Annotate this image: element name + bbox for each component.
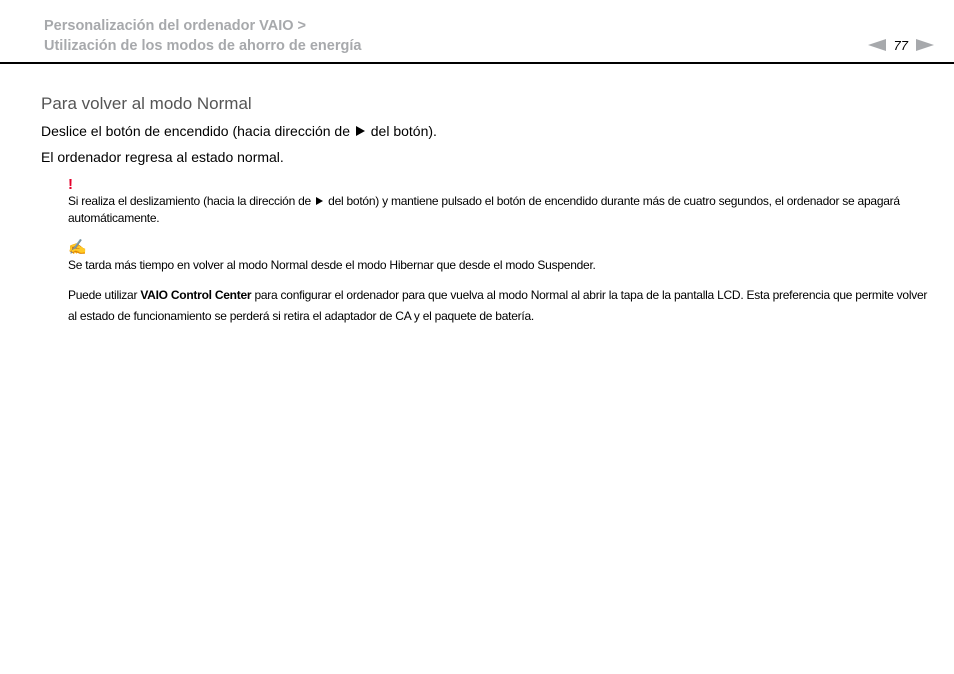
breadcrumb-line-2: Utilización de los modos de ahorro de energía <box>44 38 362 54</box>
note-paragraph-before: Puede utilizar <box>68 288 138 302</box>
note-text: Se tarda más tiempo en volver al modo Normal desde el modo Hibernar que desde el modo Suspender. <box>68 258 596 272</box>
warning-text <box>68 193 928 227</box>
prev-page-arrow-icon[interactable] <box>868 39 886 51</box>
section-heading: Para volver al modo Normal <box>41 94 252 113</box>
note-pencil-icon: ✍ <box>68 239 87 256</box>
slide-direction-arrow-icon <box>356 126 365 136</box>
warning-text-before: Si realiza el deslizamiento (hacia la dirección de <box>68 194 311 208</box>
page-navigation <box>868 36 934 54</box>
note-paragraph <box>68 285 928 327</box>
step-instruction <box>41 123 437 139</box>
step-text-after: del botón). <box>370 123 437 139</box>
slide-direction-arrow-icon <box>316 197 323 205</box>
warning-icon: ! <box>68 176 73 193</box>
header-divider <box>0 62 954 64</box>
breadcrumb-line-1: Personalización del ordenador VAIO > <box>44 18 307 34</box>
vaio-control-center-label: VAIO Control Center <box>140 288 252 302</box>
step-text-before: Deslice el botón de encendido (hacia dirección de <box>41 123 350 139</box>
note-paragraph-after: para configurar el ordenador para que vuelva al modo Normal al abrir la tapa de la pantalla LCD. Esta preferencia que permite volver al estado de funcionamiento se perderá si retira el adaptador de CA y el paquete de batería. <box>68 288 928 323</box>
warning-text-after: del botón) y mantiene pulsado el botón de encendido durante más de cuatro segundos, el ordenador se apagará automáticamente. <box>68 194 900 225</box>
step-result: El ordenador regresa al estado normal. <box>41 149 284 165</box>
page-number: 77 <box>893 37 908 53</box>
next-page-arrow-icon[interactable] <box>916 39 934 51</box>
breadcrumb <box>44 16 361 56</box>
